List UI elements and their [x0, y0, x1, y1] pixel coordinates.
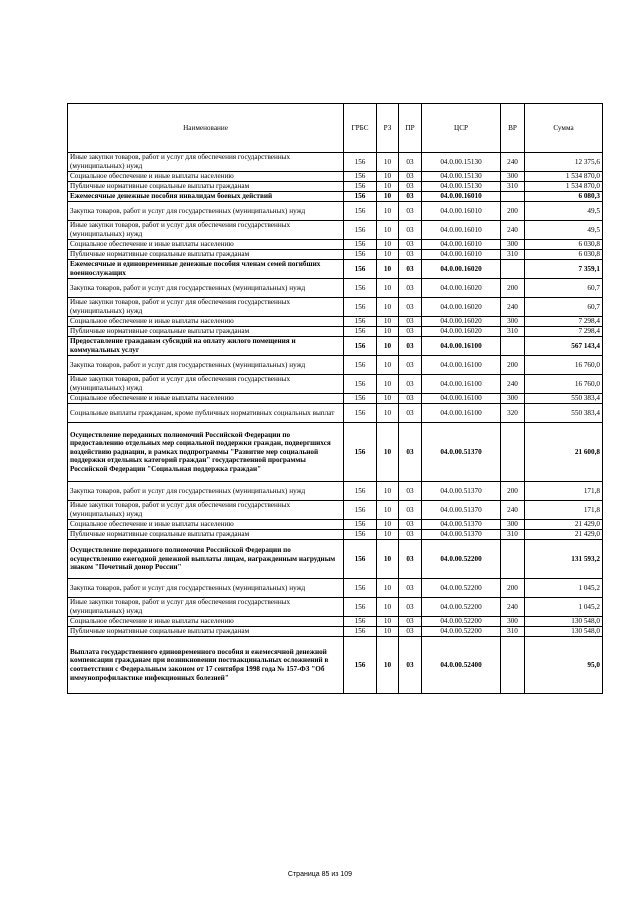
cell-csr: 04.0.00.16100 [422, 404, 501, 423]
cell-vr: 240 [501, 153, 525, 172]
cell-vr: 300 [501, 394, 525, 404]
cell-vr: 200 [501, 202, 525, 221]
header-name: Наименование [68, 104, 344, 153]
cell-csr: 04.0.00.15130 [422, 172, 501, 182]
table-body [68, 153, 603, 694]
cell-csr: 04.0.00.16100 [422, 394, 501, 404]
cell-vr [501, 337, 525, 356]
cell-pr: 03 [399, 337, 422, 356]
cell-grbs: 156 [344, 617, 377, 627]
cell-grbs: 156 [344, 530, 377, 540]
cell-rz: 10 [377, 637, 399, 694]
cell-name: Ежемесячные и единовременные денежные пособия членам семей погибших военнослужащих [68, 260, 344, 279]
page-footer: Страница 85 из 109 [287, 871, 353, 878]
cell-csr: 04.0.00.52200 [422, 627, 501, 637]
cell-sum: 7 359,1 [525, 260, 603, 279]
table-row [68, 337, 603, 356]
cell-name: Ежемесячные денежные пособия инвалидам боевых действий [68, 192, 344, 202]
cell-name: Социальное обеспечение и иные выплаты населению [68, 240, 344, 250]
cell-pr: 03 [399, 540, 422, 579]
header-rz: РЗ [377, 104, 399, 153]
cell-grbs: 156 [344, 394, 377, 404]
cell-name: Социальные выплаты гражданам, кроме публичных нормативных социальных выплат [68, 404, 344, 423]
cell-pr: 03 [399, 279, 422, 298]
table-row [68, 250, 603, 260]
cell-grbs: 156 [344, 182, 377, 192]
cell-csr: 04.0.00.51370 [422, 530, 501, 540]
cell-rz: 10 [377, 279, 399, 298]
cell-grbs: 156 [344, 627, 377, 637]
cell-csr: 04.0.00.16010 [422, 250, 501, 260]
cell-vr: 200 [501, 279, 525, 298]
cell-sum: 1 534 870,0 [525, 172, 603, 182]
cell-name: Закупка товаров, работ и услуг для государственных (муниципальных) нужд [68, 356, 344, 375]
table-row [68, 202, 603, 221]
cell-name: Закупка товаров, работ и услуг для государственных (муниципальных) нужд [68, 579, 344, 598]
cell-pr: 03 [399, 579, 422, 598]
cell-rz: 10 [377, 240, 399, 250]
table-row [68, 279, 603, 298]
cell-sum: 21 600,8 [525, 423, 603, 482]
cell-pr: 03 [399, 317, 422, 327]
cell-pr: 03 [399, 598, 422, 617]
cell-name: Выплата государственного единовременного пособия и ежемесячной денежной компенсации гражданам при возникновении поствакцинальных осложнений в соответствии с Федеральным законом от 17 сентября 1998 года № 157-ФЗ "Об иммунопрофилактике инфекционных болезней" [68, 637, 344, 694]
table-row [68, 172, 603, 182]
cell-rz: 10 [377, 627, 399, 637]
table-row [68, 540, 603, 579]
cell-pr: 03 [399, 172, 422, 182]
cell-pr: 03 [399, 627, 422, 637]
cell-sum: 1 045,2 [525, 579, 603, 598]
cell-vr: 300 [501, 172, 525, 182]
cell-name: Публичные нормативные социальные выплаты гражданам [68, 250, 344, 260]
cell-csr: 04.0.00.16020 [422, 317, 501, 327]
cell-grbs: 156 [344, 298, 377, 317]
cell-rz: 10 [377, 501, 399, 520]
cell-vr: 310 [501, 182, 525, 192]
cell-grbs: 156 [344, 501, 377, 520]
header-vr: ВР [501, 104, 525, 153]
cell-rz: 10 [377, 423, 399, 482]
table-row [68, 327, 603, 337]
cell-vr: 300 [501, 317, 525, 327]
cell-grbs: 156 [344, 356, 377, 375]
cell-rz: 10 [377, 598, 399, 617]
cell-rz: 10 [377, 404, 399, 423]
cell-pr: 03 [399, 250, 422, 260]
cell-pr: 03 [399, 356, 422, 375]
cell-vr [501, 192, 525, 202]
table-row [68, 617, 603, 627]
cell-rz: 10 [377, 192, 399, 202]
cell-name: Публичные нормативные социальные выплаты гражданам [68, 327, 344, 337]
table-row [68, 317, 603, 327]
cell-name: Закупка товаров, работ и услуг для государственных (муниципальных) нужд [68, 202, 344, 221]
table-row [68, 375, 603, 394]
cell-sum: 16 760,0 [525, 356, 603, 375]
table-row [68, 579, 603, 598]
cell-rz: 10 [377, 298, 399, 317]
cell-vr: 240 [501, 375, 525, 394]
cell-vr: 200 [501, 356, 525, 375]
cell-name: Социальное обеспечение и иные выплаты населению [68, 394, 344, 404]
cell-csr: 04.0.00.16010 [422, 192, 501, 202]
cell-name: Социальное обеспечение и иные выплаты населению [68, 520, 344, 530]
cell-pr: 03 [399, 260, 422, 279]
cell-rz: 10 [377, 172, 399, 182]
cell-vr [501, 637, 525, 694]
cell-csr: 04.0.00.52200 [422, 540, 501, 579]
cell-pr: 03 [399, 153, 422, 172]
cell-csr: 04.0.00.51370 [422, 501, 501, 520]
cell-rz: 10 [377, 394, 399, 404]
cell-pr: 03 [399, 404, 422, 423]
cell-rz: 10 [377, 221, 399, 240]
cell-csr: 04.0.00.51370 [422, 520, 501, 530]
cell-rz: 10 [377, 260, 399, 279]
cell-name: Иные закупки товаров, работ и услуг для обеспечения государственных (муниципальных) нужд [68, 598, 344, 617]
cell-rz: 10 [377, 540, 399, 579]
cell-grbs: 156 [344, 482, 377, 501]
cell-vr: 300 [501, 240, 525, 250]
cell-sum: 49,5 [525, 221, 603, 240]
cell-rz: 10 [377, 356, 399, 375]
cell-grbs: 156 [344, 579, 377, 598]
cell-vr: 300 [501, 617, 525, 627]
cell-pr: 03 [399, 192, 422, 202]
table-row [68, 598, 603, 617]
cell-name: Иные закупки товаров, работ и услуг для обеспечения государственных (муниципальных) нужд [68, 221, 344, 240]
cell-name: Иные закупки товаров, работ и услуг для обеспечения государственных (муниципальных) нужд [68, 298, 344, 317]
cell-rz: 10 [377, 337, 399, 356]
cell-pr: 03 [399, 202, 422, 221]
cell-grbs: 156 [344, 404, 377, 423]
cell-pr: 03 [399, 501, 422, 520]
table-row [68, 530, 603, 540]
table-row [68, 482, 603, 501]
cell-csr: 04.0.00.15130 [422, 182, 501, 192]
cell-csr: 04.0.00.16020 [422, 298, 501, 317]
cell-grbs: 156 [344, 153, 377, 172]
cell-sum: 49,5 [525, 202, 603, 221]
cell-rz: 10 [377, 617, 399, 627]
cell-vr: 310 [501, 327, 525, 337]
table-row [68, 501, 603, 520]
cell-grbs: 156 [344, 540, 377, 579]
cell-csr: 04.0.00.51370 [422, 423, 501, 482]
cell-pr: 03 [399, 637, 422, 694]
cell-name: Иные закупки товаров, работ и услуг для обеспечения государственных (муниципальных) нужд [68, 153, 344, 172]
cell-csr: 04.0.00.16020 [422, 327, 501, 337]
table-row [68, 153, 603, 172]
table-row [68, 404, 603, 423]
cell-csr: 04.0.00.16100 [422, 337, 501, 356]
cell-sum: 6 030,8 [525, 240, 603, 250]
cell-grbs: 156 [344, 317, 377, 327]
table-row [68, 356, 603, 375]
cell-grbs: 156 [344, 260, 377, 279]
cell-sum: 1 045,2 [525, 598, 603, 617]
cell-pr: 03 [399, 394, 422, 404]
cell-rz: 10 [377, 579, 399, 598]
budget-table [67, 103, 603, 694]
cell-vr: 310 [501, 530, 525, 540]
cell-csr: 04.0.00.52200 [422, 598, 501, 617]
cell-sum: 16 760,0 [525, 375, 603, 394]
cell-rz: 10 [377, 482, 399, 501]
cell-pr: 03 [399, 617, 422, 627]
cell-csr: 04.0.00.15130 [422, 153, 501, 172]
cell-grbs: 156 [344, 637, 377, 694]
cell-sum: 21 429,0 [525, 520, 603, 530]
cell-name: Социальное обеспечение и иные выплаты населению [68, 172, 344, 182]
cell-name: Социальное обеспечение и иные выплаты населению [68, 317, 344, 327]
header-grbs: ГРБС [344, 104, 377, 153]
cell-csr: 04.0.00.16020 [422, 260, 501, 279]
cell-pr: 03 [399, 482, 422, 501]
header-csr: ЦСР [422, 104, 501, 153]
cell-sum: 6 080,3 [525, 192, 603, 202]
cell-csr: 04.0.00.16100 [422, 375, 501, 394]
cell-csr: 04.0.00.52200 [422, 617, 501, 627]
cell-grbs: 156 [344, 192, 377, 202]
cell-vr: 300 [501, 520, 525, 530]
table-row [68, 298, 603, 317]
cell-vr: 240 [501, 298, 525, 317]
cell-sum: 12 375,6 [525, 153, 603, 172]
cell-name: Публичные нормативные социальные выплаты гражданам [68, 530, 344, 540]
cell-pr: 03 [399, 182, 422, 192]
cell-vr: 310 [501, 250, 525, 260]
cell-csr: 04.0.00.52400 [422, 637, 501, 694]
cell-csr: 04.0.00.52200 [422, 579, 501, 598]
cell-rz: 10 [377, 202, 399, 221]
cell-name: Социальное обеспечение и иные выплаты населению [68, 617, 344, 627]
cell-vr [501, 540, 525, 579]
header-pr: ПР [399, 104, 422, 153]
cell-name: Публичные нормативные социальные выплаты гражданам [68, 627, 344, 637]
cell-sum: 171,8 [525, 482, 603, 501]
table-row [68, 182, 603, 192]
cell-vr: 200 [501, 482, 525, 501]
cell-rz: 10 [377, 250, 399, 260]
cell-name: Предоставление гражданам субсидий на оплату жилого помещения и коммунальных услуг [68, 337, 344, 356]
cell-rz: 10 [377, 327, 399, 337]
cell-csr: 04.0.00.16010 [422, 221, 501, 240]
table-row [68, 260, 603, 279]
cell-pr: 03 [399, 221, 422, 240]
cell-name: Закупка товаров, работ и услуг для государственных (муниципальных) нужд [68, 482, 344, 501]
cell-rz: 10 [377, 520, 399, 530]
cell-vr: 200 [501, 579, 525, 598]
table-header-row [68, 104, 603, 153]
cell-name: Иные закупки товаров, работ и услуг для обеспечения государственных (муниципальных) нужд [68, 501, 344, 520]
cell-grbs: 156 [344, 250, 377, 260]
cell-name: Публичные нормативные социальные выплаты гражданам [68, 182, 344, 192]
cell-rz: 10 [377, 182, 399, 192]
cell-csr: 04.0.00.16020 [422, 279, 501, 298]
cell-pr: 03 [399, 423, 422, 482]
cell-grbs: 156 [344, 202, 377, 221]
cell-grbs: 156 [344, 172, 377, 182]
cell-vr: 240 [501, 501, 525, 520]
cell-sum: 550 383,4 [525, 404, 603, 423]
cell-vr [501, 260, 525, 279]
cell-pr: 03 [399, 327, 422, 337]
cell-vr: 240 [501, 221, 525, 240]
cell-grbs: 156 [344, 375, 377, 394]
cell-grbs: 156 [344, 337, 377, 356]
cell-vr [501, 423, 525, 482]
cell-rz: 10 [377, 153, 399, 172]
table-row [68, 394, 603, 404]
cell-pr: 03 [399, 240, 422, 250]
cell-sum: 1 534 870,0 [525, 182, 603, 192]
cell-pr: 03 [399, 530, 422, 540]
cell-grbs: 156 [344, 520, 377, 530]
cell-csr: 04.0.00.16010 [422, 202, 501, 221]
cell-sum: 131 593,2 [525, 540, 603, 579]
cell-grbs: 156 [344, 598, 377, 617]
cell-vr: 240 [501, 598, 525, 617]
cell-sum: 130 548,0 [525, 627, 603, 637]
cell-rz: 10 [377, 317, 399, 327]
cell-sum: 60,7 [525, 298, 603, 317]
cell-grbs: 156 [344, 327, 377, 337]
header-sum: Сумма [525, 104, 603, 153]
cell-sum: 567 143,4 [525, 337, 603, 356]
cell-grbs: 156 [344, 240, 377, 250]
table-row [68, 637, 603, 694]
cell-rz: 10 [377, 375, 399, 394]
cell-pr: 03 [399, 520, 422, 530]
cell-sum: 21 429,0 [525, 530, 603, 540]
cell-sum: 171,8 [525, 501, 603, 520]
cell-pr: 03 [399, 375, 422, 394]
cell-grbs: 156 [344, 221, 377, 240]
cell-sum: 130 548,0 [525, 617, 603, 627]
cell-name: Иные закупки товаров, работ и услуг для обеспечения государственных (муниципальных) нужд [68, 375, 344, 394]
table-row [68, 627, 603, 637]
cell-vr: 310 [501, 627, 525, 637]
cell-name: Осуществление переданного полномочия Российской Федерации по осуществлению ежегодной денежной выплаты лицам, награжденным нагрудным знаком "Почетный донор России" [68, 540, 344, 579]
cell-sum: 550 383,4 [525, 394, 603, 404]
cell-grbs: 156 [344, 423, 377, 482]
cell-rz: 10 [377, 530, 399, 540]
cell-sum: 7 298,4 [525, 327, 603, 337]
cell-sum: 7 298,4 [525, 317, 603, 327]
cell-sum: 95,0 [525, 637, 603, 694]
cell-pr: 03 [399, 298, 422, 317]
cell-csr: 04.0.00.16100 [422, 356, 501, 375]
cell-sum: 60,7 [525, 279, 603, 298]
cell-sum: 6 030,8 [525, 250, 603, 260]
cell-csr: 04.0.00.16010 [422, 240, 501, 250]
table-row [68, 192, 603, 202]
cell-name: Осуществление переданных полномочий Российской Федерации по предоставлению отдельных мер социальной поддержки граждан, подвергшихся воздействию радиации, в рамках подпрограммы "Развитие мер социальной поддержки отдельных категорий граждан" государственной программы Российской Федерации "Социальная поддержка граждан" [68, 423, 344, 482]
cell-vr: 320 [501, 404, 525, 423]
table-row [68, 520, 603, 530]
cell-name: Закупка товаров, работ и услуг для государственных (муниципальных) нужд [68, 279, 344, 298]
table-row [68, 240, 603, 250]
cell-csr: 04.0.00.51370 [422, 482, 501, 501]
table-row [68, 221, 603, 240]
table-row [68, 423, 603, 482]
cell-grbs: 156 [344, 279, 377, 298]
